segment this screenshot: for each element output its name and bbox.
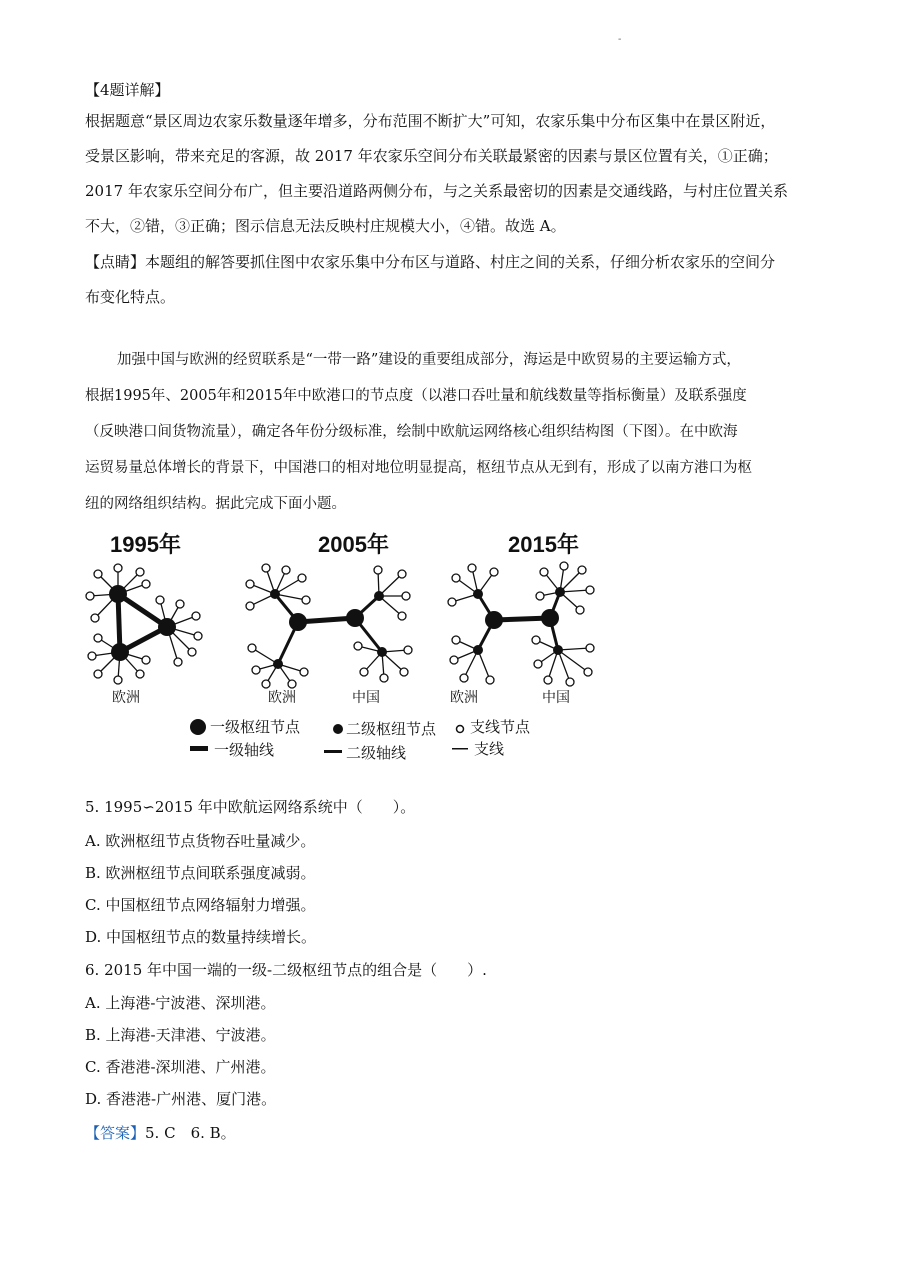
q5-option-a: A. 欧洲枢纽节点货物吞吐量减少。 — [85, 832, 316, 850]
passage-line-4: 运贸易量总体增长的背景下，中国港口的相对地位明显提高，枢纽节点从无到有，形成了以南方港口为枢 — [85, 460, 752, 476]
legend — [190, 718, 531, 762]
q4-explanation-line-3: 2017 年农家乐空间分布广，但主要沿道路两侧分布，与之关系最密切的因素是交通线路，与村庄位置关系 — [85, 182, 788, 200]
panel-2015 — [448, 562, 594, 686]
q6-option-a: A. 上海港-宁波港、深圳港。 — [85, 994, 276, 1012]
passage-line-5: 纽的网络组织结构。据此完成下面小题。 — [85, 496, 346, 512]
region-label-europe-1995: 欧洲 — [112, 689, 140, 705]
shipping-network-diagram — [80, 522, 600, 772]
q6-option-c: C. 香港港-深圳港、广州港。 — [85, 1058, 276, 1076]
passage-line-1: 加强中国与欧洲的经贸联系是“一带一路”建设的重要组成部分，海运是中欧贸易的主要运输方式， — [117, 352, 741, 368]
year-label-1995: 1995年 — [110, 532, 181, 557]
region-label-china-2015: 中国 — [542, 689, 570, 705]
page-mark-top: - — [618, 34, 622, 45]
answer-text: 5. C 6. B。 — [145, 1124, 236, 1142]
q6-option-b: B. 上海港-天津港、宁波港。 — [85, 1026, 276, 1044]
q6-stem: 6. 2015 年中国一端的一级-二级枢纽节点的组合是（ ）. — [85, 961, 487, 979]
passage-line-2: 根据1995年、2005年和2015年中欧港口的节点度（以港口吞吐量和航线数量等指标衡量）及联系强度 — [85, 388, 747, 404]
q4-heading: 【4题详解】 — [85, 81, 170, 99]
q6-option-d: D. 香港港-广州港、厦门港。 — [85, 1090, 277, 1108]
dianjing-line-2: 布变化特点。 — [85, 288, 176, 306]
legend-primary-axis: 一级轴线 — [214, 742, 275, 759]
panel-2005 — [246, 564, 412, 688]
q5-option-d: D. 中国枢纽节点的数量持续增长。 — [85, 928, 317, 946]
year-label-2005: 2005年 — [318, 532, 389, 557]
passage-line-3: （反映港口间货物流量），确定各年份分级标准，绘制中欧航运网络核心组织结构图（下图）。在中欧海 — [85, 424, 738, 440]
panel-1995 — [86, 564, 202, 684]
dianjing-line-1: 【点睛】本题组的解答要抓住图中农家乐集中分布区与道路、村庄之间的关系，仔细分析农家乐的空间分 — [85, 253, 776, 271]
q5-option-b: B. 欧洲枢纽节点间联系强度减弱。 — [85, 864, 316, 882]
region-label-europe-2005: 欧洲 — [268, 689, 296, 705]
answer-row — [85, 1123, 236, 1143]
legend-secondary-axis: 二级轴线 — [346, 745, 407, 762]
legend-branch-node: 支线节点 — [470, 719, 531, 736]
legend-branch-line: 支线 — [474, 741, 505, 758]
q4-explanation-line-2: 受景区影响，带来充足的客源，故 2017 年农家乐空间分布关联最紧密的因素与景区位置有关，①正确； — [85, 147, 778, 165]
q5-option-c: C. 中国枢纽节点网络辐射力增强。 — [85, 896, 316, 914]
year-label-2015: 2015年 — [508, 532, 579, 557]
answer-label: 【答案】 — [85, 1124, 146, 1142]
legend-primary-node: 一级枢纽节点 — [210, 719, 301, 736]
region-label-china-2005: 中国 — [352, 689, 380, 705]
q5-stem: 5. 1995∽2015 年中欧航运网络系统中（ ）。 — [85, 798, 416, 816]
legend-secondary-node: 二级枢纽节点 — [346, 721, 437, 738]
region-label-europe-2015: 欧洲 — [450, 689, 478, 705]
q4-explanation-line-1: 根据题意“景区周边农家乐数量逐年增多，分布范围不断扩大”可知，农家乐集中分布区集中在景区附近， — [85, 112, 776, 130]
q4-explanation-line-4: 不大，②错，③正确；图示信息无法反映村庄规模大小，④错。故选 A。 — [85, 217, 566, 235]
